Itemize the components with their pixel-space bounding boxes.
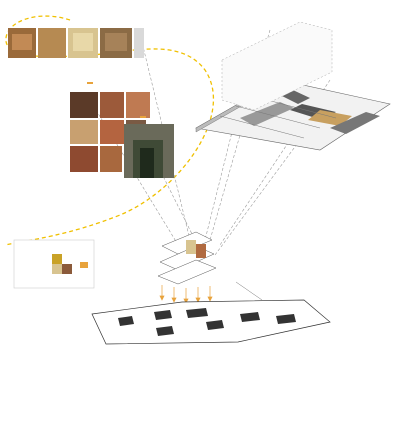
media-label-connector [236, 282, 262, 300]
media-plane [92, 300, 330, 344]
press-sheets [158, 232, 216, 284]
md-brochure [14, 240, 94, 288]
convegno-tag [87, 82, 93, 84]
photo-strip-top [8, 28, 144, 58]
press-arrows [160, 285, 212, 303]
brick-photo-grid [70, 92, 174, 178]
corso-tag [140, 116, 146, 118]
